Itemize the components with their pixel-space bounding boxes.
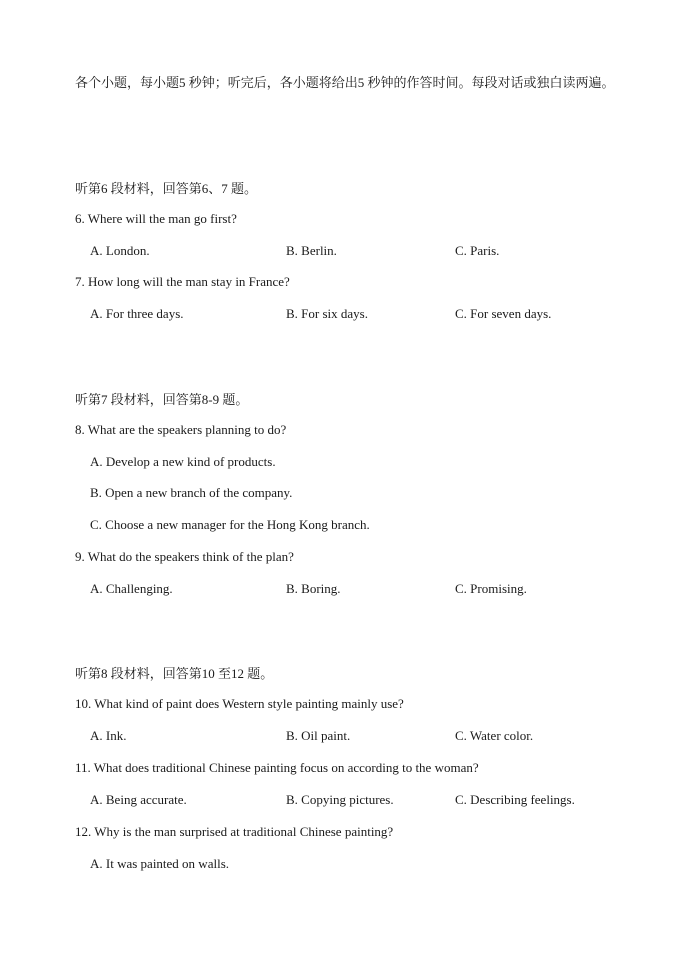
question-8-option-b: B. Open a new branch of the company. xyxy=(90,485,293,500)
question-11: 11. What does traditional Chinese painting focus on according to the woman? xyxy=(75,760,479,775)
question-7: 7. How long will the man stay in France? xyxy=(75,274,290,289)
question-11-option-c: C. Describing feelings. xyxy=(455,792,575,807)
question-11-option-b: B. Copying pictures. xyxy=(286,792,394,807)
question-8: 8. What are the speakers planning to do? xyxy=(75,422,287,437)
section-heading-6: 听第6 段材料，回答第6、7 题。 xyxy=(75,181,258,196)
question-9-option-a: A. Challenging. xyxy=(90,581,173,596)
question-7-option-b: B. For six days. xyxy=(286,306,368,321)
question-10-option-a: A. Ink. xyxy=(90,728,127,743)
question-9: 9. What do the speakers think of the plan? xyxy=(75,549,294,564)
question-12-option-a: A. It was painted on walls. xyxy=(90,856,230,871)
question-12: 12. Why is the man surprised at traditional Chinese painting? xyxy=(75,824,394,839)
intro-paragraph: 各个小题，每小题5 秒钟；听完后，各小题将给出5 秒钟的作答时间。每段对话或独白读两遍。 xyxy=(75,75,615,90)
question-6-option-b: B. Berlin. xyxy=(286,243,337,258)
question-11-option-a: A. Being accurate. xyxy=(90,792,187,807)
question-8-option-c: C. Choose a new manager for the Hong Kong branch. xyxy=(90,517,370,532)
question-10: 10. What kind of paint does Western style painting mainly use? xyxy=(75,696,404,711)
question-7-option-a: A. For three days. xyxy=(90,306,184,321)
section-heading-8: 听第8 段材料，回答第10 至12 题。 xyxy=(75,666,274,681)
question-6: 6. Where will the man go first? xyxy=(75,211,237,226)
question-9-option-b: B. Boring. xyxy=(286,581,341,596)
question-6-option-c: C. Paris. xyxy=(455,243,500,258)
question-9-option-c: C. Promising. xyxy=(455,581,527,596)
question-7-option-c: C. For seven days. xyxy=(455,306,552,321)
question-10-option-c: C. Water color. xyxy=(455,728,534,743)
question-6-option-a: A. London. xyxy=(90,243,150,258)
section-heading-7: 听第7 段材料，回答第8-9 题。 xyxy=(75,392,249,407)
question-10-option-b: B. Oil paint. xyxy=(286,728,351,743)
question-8-option-a: A. Develop a new kind of products. xyxy=(90,454,276,469)
